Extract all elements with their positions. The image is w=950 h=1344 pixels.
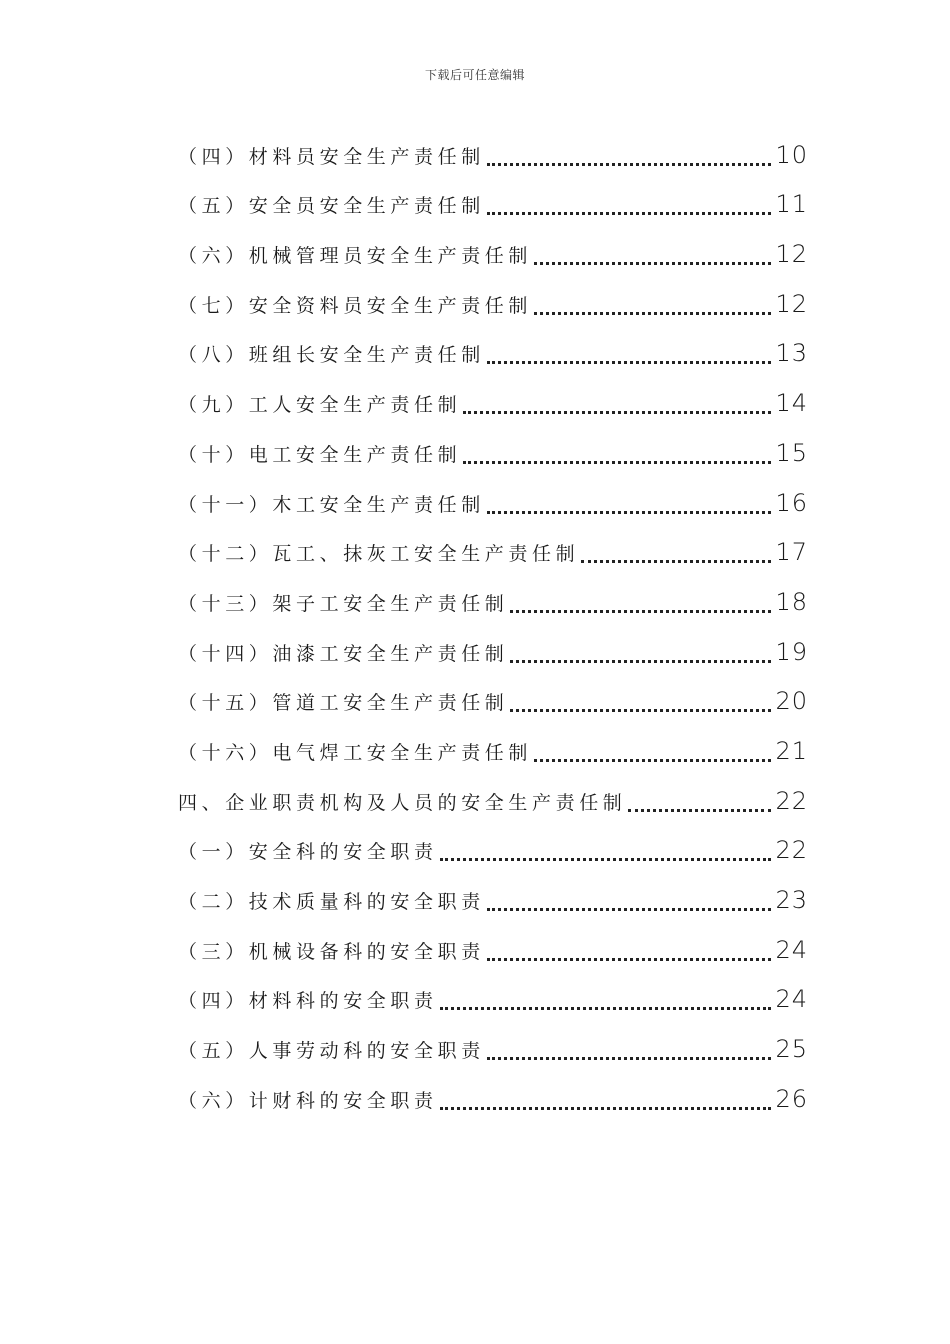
toc-entry[interactable]	[178, 325, 808, 375]
toc-entry-title: （四）材料员安全生产责任制	[178, 145, 485, 168]
toc-entry-page: 18	[775, 587, 808, 616]
toc-dot-leader	[581, 560, 771, 563]
header-note: 下载后可任意编辑	[424, 68, 525, 82]
toc-entry-page: 20	[775, 687, 808, 716]
toc-dot-leader	[487, 212, 772, 215]
toc-entry-title: 四、企业职责机构及人员的安全生产责任制	[178, 791, 627, 814]
toc-entry-page: 21	[775, 736, 808, 765]
toc-entry-title: （六）计财科的安全职责	[178, 1089, 438, 1112]
toc-entry[interactable]	[178, 722, 808, 772]
toc-dot-leader	[510, 660, 771, 663]
toc-entry-title: （一）安全科的安全职责	[178, 841, 438, 864]
toc-entry[interactable]	[178, 126, 808, 176]
toc-entry-page: 23	[775, 886, 808, 914]
toc-entry-title: （八）班组长安全生产责任制	[178, 344, 485, 367]
toc-entry-title: （三）机械设备科的安全职责	[178, 940, 485, 963]
toc-entry-page: 24	[775, 985, 808, 1014]
toc-entry-page: 13	[775, 339, 808, 368]
toc-entry-title: （二）技术质量科的安全职责	[178, 891, 485, 913]
toc-entry-page: 12	[775, 289, 808, 318]
toc-dot-leader	[534, 759, 771, 762]
toc-entry[interactable]	[178, 524, 808, 574]
toc-dot-leader	[463, 461, 771, 464]
toc-entry-page: 11	[775, 190, 808, 219]
toc-entry-page: 15	[775, 438, 808, 467]
toc-entry[interactable]	[178, 176, 808, 226]
toc-entry-title: （十一）木工安全生产责任制	[178, 493, 485, 516]
toc-entry[interactable]	[178, 971, 808, 1021]
toc-entry-page: 24	[775, 935, 808, 964]
toc-dot-leader	[440, 858, 772, 861]
toc-entry-title: （六）机械管理员安全生产责任制	[178, 245, 533, 268]
table-of-contents	[178, 126, 808, 1120]
toc-dot-leader	[487, 958, 772, 961]
toc-dot-leader	[440, 1007, 772, 1010]
toc-entry-title: （五）安全员安全生产责任制	[178, 195, 485, 218]
toc-entry[interactable]	[178, 623, 808, 673]
toc-dot-leader	[534, 262, 771, 265]
toc-entry[interactable]	[178, 275, 808, 325]
toc-entry-page: 22	[775, 786, 808, 815]
toc-entry-page: 16	[775, 488, 808, 517]
toc-dot-leader	[487, 908, 772, 911]
toc-entry-title: （四）材料科的安全职责	[178, 990, 438, 1013]
toc-entry[interactable]	[178, 374, 808, 424]
toc-entry-page: 26	[775, 1084, 808, 1113]
toc-entry-title: （十三）架子工安全生产责任制	[178, 592, 509, 615]
toc-entry-page: 25	[775, 1035, 808, 1064]
toc-dot-leader	[487, 1057, 772, 1060]
toc-dot-leader	[440, 1107, 772, 1110]
toc-dot-leader	[463, 411, 771, 414]
toc-entry-page: 22	[775, 836, 808, 865]
toc-entry[interactable]	[178, 921, 808, 971]
toc-entry-title: （十）电工安全生产责任制	[178, 443, 462, 466]
toc-entry[interactable]	[178, 1070, 808, 1120]
toc-entry-title: （五）人事劳动科的安全职责	[178, 1040, 485, 1063]
toc-dot-leader	[487, 163, 772, 166]
toc-entry-section[interactable]	[178, 772, 808, 822]
toc-entry-page: 12	[775, 240, 808, 269]
toc-entry[interactable]	[178, 225, 808, 275]
toc-entry-title: （七）安全资料员安全生产责任制	[178, 294, 533, 317]
toc-entry-title: （十二）瓦工、抹灰工安全生产责任制	[178, 543, 580, 566]
toc-entry[interactable]	[178, 871, 808, 921]
toc-entry-title: （十六）电气焊工安全生产责任制	[178, 741, 533, 764]
toc-entry-page: 19	[775, 637, 808, 666]
toc-dot-leader	[534, 312, 771, 315]
toc-entry-page: 14	[775, 389, 808, 418]
toc-entry[interactable]	[178, 573, 808, 623]
toc-entry-title: （九）工人安全生产责任制	[178, 394, 462, 417]
toc-entry-page: 17	[775, 538, 808, 567]
toc-entry[interactable]	[178, 424, 808, 474]
toc-dot-leader	[628, 809, 771, 812]
toc-dot-leader	[487, 361, 772, 364]
toc-entry[interactable]	[178, 474, 808, 524]
toc-dot-leader	[510, 610, 771, 613]
toc-dot-leader	[487, 511, 772, 514]
toc-dot-leader	[510, 709, 771, 712]
toc-entry-page: 10	[775, 140, 808, 169]
toc-entry[interactable]	[178, 673, 808, 723]
toc-entry-title: （十四）油漆工安全生产责任制	[178, 642, 509, 665]
toc-entry[interactable]	[178, 1020, 808, 1070]
toc-entry-title: （十五）管道工安全生产责任制	[178, 692, 509, 715]
toc-entry[interactable]	[178, 822, 808, 872]
